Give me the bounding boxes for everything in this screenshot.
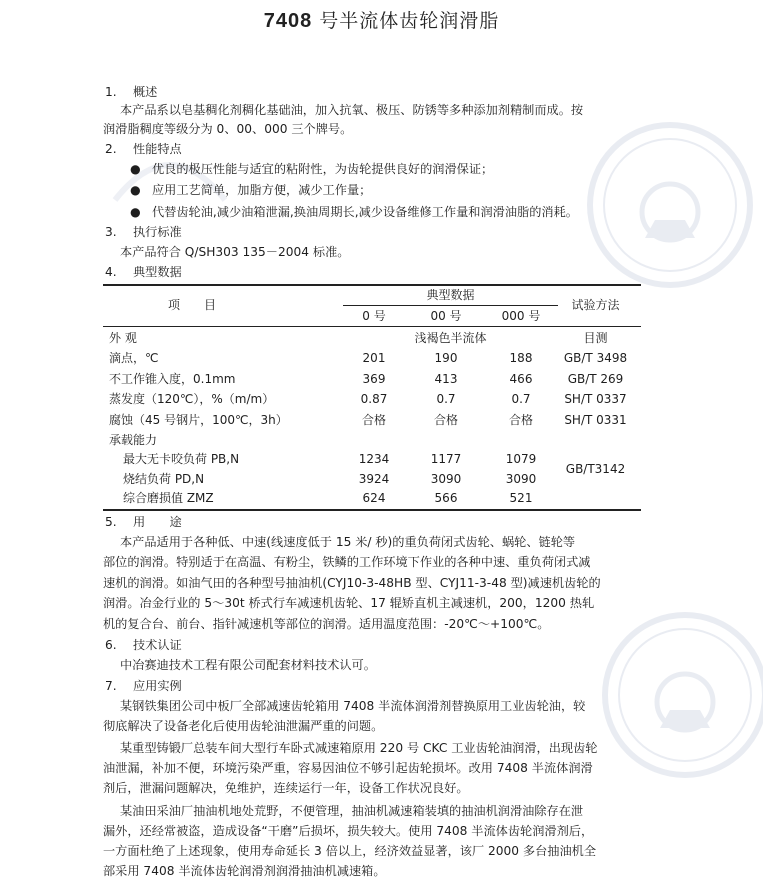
title-text: 号半流体齿轮润滑脂 <box>312 10 500 32</box>
section-heading <box>105 84 157 101</box>
row-value-000: 0.7 <box>511 392 531 406</box>
row-value-0: 3924 <box>358 472 390 486</box>
row-label: 综合磨损值 ZMZ <box>123 491 214 505</box>
paragraph-line: 油泄漏，补加不便，环境污染严重，容易因油位不够引起齿轮损坏。改用 7408 半流体润滑 <box>103 761 593 775</box>
bullet-icon: ● <box>130 162 141 176</box>
row-label: 外 观 <box>109 331 137 345</box>
row-value-00: 413 <box>434 372 458 386</box>
section-heading <box>105 678 182 695</box>
document-title <box>0 6 763 33</box>
row-value-0: 624 <box>362 491 386 505</box>
paragraph-line: 彻底解决了设备老化后使用齿轮油泄漏严重的问题。 <box>103 719 384 733</box>
row-method: SH/T 0331 <box>564 413 627 427</box>
section-heading <box>105 637 182 654</box>
typical-data-table <box>103 284 641 510</box>
paragraph-line: 润滑。冶金行业的 5～30t 桥式行车减速机齿轮、17 辊矫直机主减速机，200，1200 热轧 <box>103 596 595 610</box>
row-value-0: 201 <box>362 351 386 365</box>
row-method: 目测 <box>583 331 608 345</box>
header-typical: 典型数据 <box>426 288 475 302</box>
header-method: 试验方法 <box>571 298 620 312</box>
paragraph-line: 某钢铁集团公司中板厂全部减速齿轮箱用 7408 半流体润滑剂替换原用工业齿轮油，较 <box>120 699 586 713</box>
row-value-0: 369 <box>362 372 386 386</box>
row-label: 最大无卡咬负荷 PB,N <box>123 452 240 466</box>
row-value-00: 566 <box>434 491 458 505</box>
header-grade-0: 0 号 <box>362 309 386 323</box>
section-title: 应用实例 <box>133 679 182 693</box>
section-title: 典型数据 <box>133 265 182 279</box>
watermark-seal-icon <box>600 610 763 780</box>
section-number: 5. <box>105 515 117 529</box>
row-method: GB/T 3498 <box>563 351 628 365</box>
section-heading <box>105 224 182 241</box>
header-item: 项 目 <box>168 298 217 312</box>
row-method: GB/T 269 <box>567 372 624 386</box>
row-value-000: 3090 <box>505 472 537 486</box>
row-value-000: 466 <box>509 372 533 386</box>
header-grade-00: 00 号 <box>430 309 462 323</box>
row-label: 滴点，℃ <box>109 351 159 365</box>
paragraph-line: 本产品符合 Q/SH303 135－2004 标准。 <box>120 245 350 259</box>
paragraph-line: 部位的润滑。特别适于在高温、有粉尘，铁鳞的工作环境下作业的各种中速、重负荷闭式减 <box>103 555 591 569</box>
section-heading <box>105 141 182 158</box>
bullet-item: ● 优良的极压性能与适宜的粘附性，为齿轮提供良好的润滑保证； <box>130 162 494 176</box>
row-label: 烧结负荷 PD,N <box>123 472 205 486</box>
row-value-000: 188 <box>509 351 533 365</box>
paragraph-line: 本产品适用于各种低、中速(线速度低于 15 米/ 秒)的重负荷闭式齿轮、蜗轮、链轮等 <box>120 535 576 549</box>
section-number: 4. <box>105 265 117 279</box>
row-value-0: 1234 <box>358 452 390 466</box>
paragraph-line: 本产品系以皂基稠化剂稠化基础油，加入抗氧、极压、防锈等多种添加剂精制而成。按 <box>120 103 584 117</box>
bullet-item: ● 应用工艺简单，加脂方便，减少工作量； <box>130 183 372 197</box>
section-number: 3. <box>105 225 117 239</box>
row-label: 承载能力 <box>109 433 158 447</box>
title-number: 7408 <box>263 10 313 32</box>
bullet-item: ● 代替齿轮油,减少油箱泄漏,换油周期长,减少设备维修工作量和润滑油脂的消耗。 <box>130 205 578 219</box>
paragraph-line: 部采用 7408 半流体齿轮润滑剂润滑抽油机减速箱。 <box>103 864 386 878</box>
section-title: 执行标准 <box>133 225 182 239</box>
row-label: 腐蚀（45 号钢片，100℃，3h） <box>109 413 288 427</box>
section-title: 概述 <box>133 85 158 99</box>
row-value-0: 0.87 <box>360 392 388 406</box>
paragraph-line: 漏外，还经常被盗，造成设备“干磨”后损坏，损失较大。使用 7408 半流体齿轮润滑剂后， <box>103 824 594 838</box>
header-grade-000: 000 号 <box>501 309 541 323</box>
row-value-000: 521 <box>509 491 533 505</box>
bullet-icon: ● <box>130 205 141 219</box>
row-value-00: 190 <box>434 351 458 365</box>
row-value-00: 合格 <box>433 413 458 427</box>
load-method: GB/T3142 <box>565 462 626 476</box>
paragraph-line: 一方面杜绝了上述现象，使用寿命延长 3 倍以上，经济效益显著，该厂 2000 多台抽油机全 <box>103 844 597 858</box>
section-number: 1. <box>105 85 117 99</box>
section-heading <box>105 264 182 281</box>
section-number: 6. <box>105 638 117 652</box>
row-label: 不工作锥入度，0.1mm <box>109 372 236 386</box>
paragraph-line: 某油田采油厂抽油机地处荒野，不便管理，抽油机减速箱装填的抽油机润滑油除存在泄 <box>120 804 584 818</box>
paragraph-line: 机的复合台、前台、指针减速机等部位的润滑。适用温度范围：-20℃～+100℃。 <box>103 617 550 631</box>
row-value-000: 1079 <box>505 452 537 466</box>
row-label: 蒸发度（120℃），%（m/m） <box>109 392 275 406</box>
paragraph-line: 速机的润滑。如油气田的各种型号抽油机(CYJ10-3-48HB 型、CYJ11-3-48 型)减速机齿轮的 <box>103 576 601 590</box>
paragraph-line: 某重型铸锻厂总装车间大型行车卧式减速箱原用 220 号 CKC 工业齿轮油润滑，出现齿轮 <box>120 741 598 755</box>
section-title: 性能特点 <box>133 142 182 156</box>
section-title: 用 途 <box>133 515 182 529</box>
bullet-icon: ● <box>130 183 141 197</box>
row-value-00: 1177 <box>430 452 462 466</box>
row-merged-value: 浅褐色半流体 <box>414 331 487 345</box>
section-title: 技术认证 <box>133 638 182 652</box>
row-method: SH/T 0337 <box>564 392 627 406</box>
row-value-0: 合格 <box>361 413 386 427</box>
section-number: 7. <box>105 679 117 693</box>
paragraph-line: 剂后，泄漏问题解决，免维护，连续运行一年，设备工作状况良好。 <box>103 781 469 795</box>
row-value-00: 0.7 <box>436 392 456 406</box>
section-number: 2. <box>105 142 117 156</box>
paragraph-line: 中冶赛迪技术工程有限公司配套材料技术认可。 <box>120 658 376 672</box>
watermark-seal-icon <box>585 120 755 290</box>
paragraph-line: 润滑脂稠度等级分为 0、00、000 三个牌号。 <box>103 122 353 136</box>
row-value-000: 合格 <box>508 413 533 427</box>
row-value-00: 3090 <box>430 472 462 486</box>
section-heading <box>105 514 182 531</box>
